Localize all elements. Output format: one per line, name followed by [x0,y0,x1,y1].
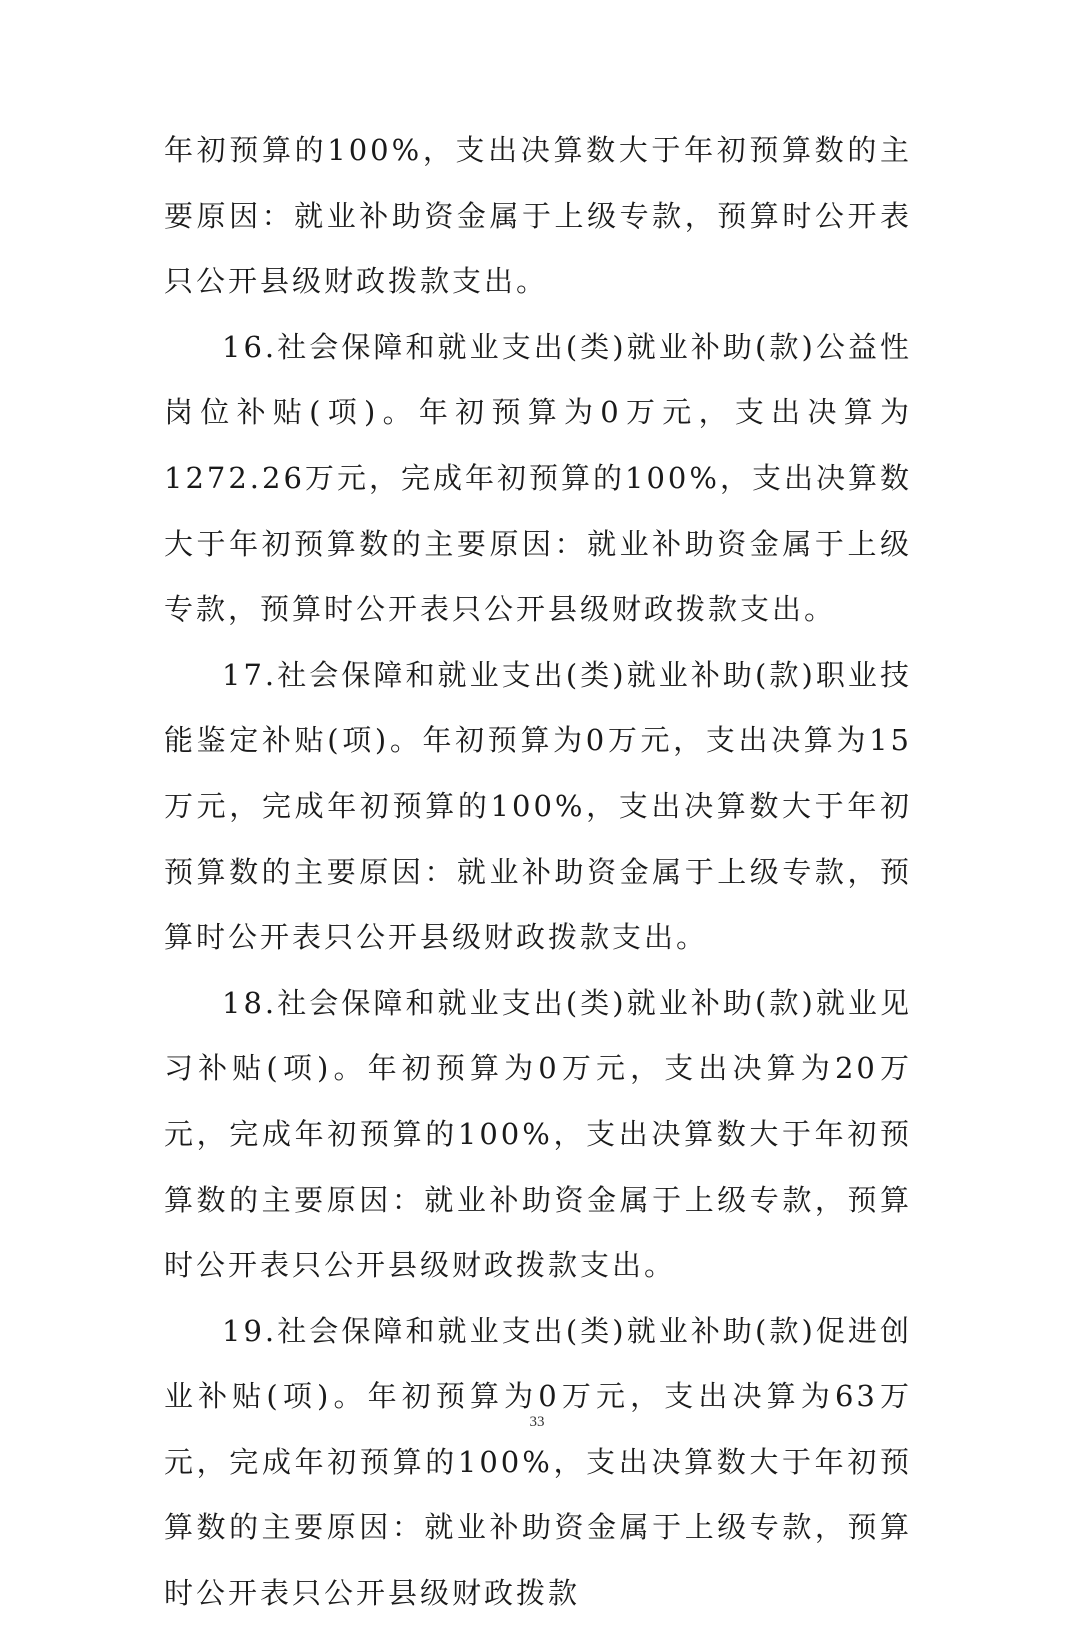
document-body [164,118,912,1627]
paragraph-item-18: 18.社会保障和就业支出(类)就业补助(款)就业见习补贴(项)。年初预算为0万元，支出决算为20万元，完成年初预算的100%，支出决算数大于年初预算数的主要原因：就业补助资金属于上级专款，预算时公开表只公开县级财政拨款支出。 [164,985,912,1283]
paragraph-item-16: 16.社会保障和就业支出(类)就业补助(款)公益性岗位补贴(项)。年初预算为0万元，支出决算为1272.26万元，完成年初预算的100%，支出决算数大于年初预算数的主要原因：就业补助资金属于上级专款，预算时公开表只公开县级财政拨款支出。 [164,329,912,627]
paragraph-item-17: 17.社会保障和就业支出(类)就业补助(款)职业技能鉴定补贴(项)。年初预算为0万元，支出决算为15万元，完成年初预算的100%，支出决算数大于年初预算数的主要原因：就业补助资金属于上级专款，预算时公开表只公开县级财政拨款支出。 [164,657,912,955]
page-number: 33 [529,1414,545,1430]
paragraph-continuation: 年初预算的100%，支出决算数大于年初预算数的主要原因：就业补助资金属于上级专款，预算时公开表只公开县级财政拨款支出。 [164,133,912,299]
paragraph-item-19: 19.社会保障和就业支出(类)就业补助(款)促进创业补贴(项)。年初预算为0万元，支出决算为63万元，完成年初预算的100%，支出决算数大于年初预算数的主要原因：就业补助资金属于上级专款，预算时公开表只公开县级财政拨款 [164,1313,912,1611]
